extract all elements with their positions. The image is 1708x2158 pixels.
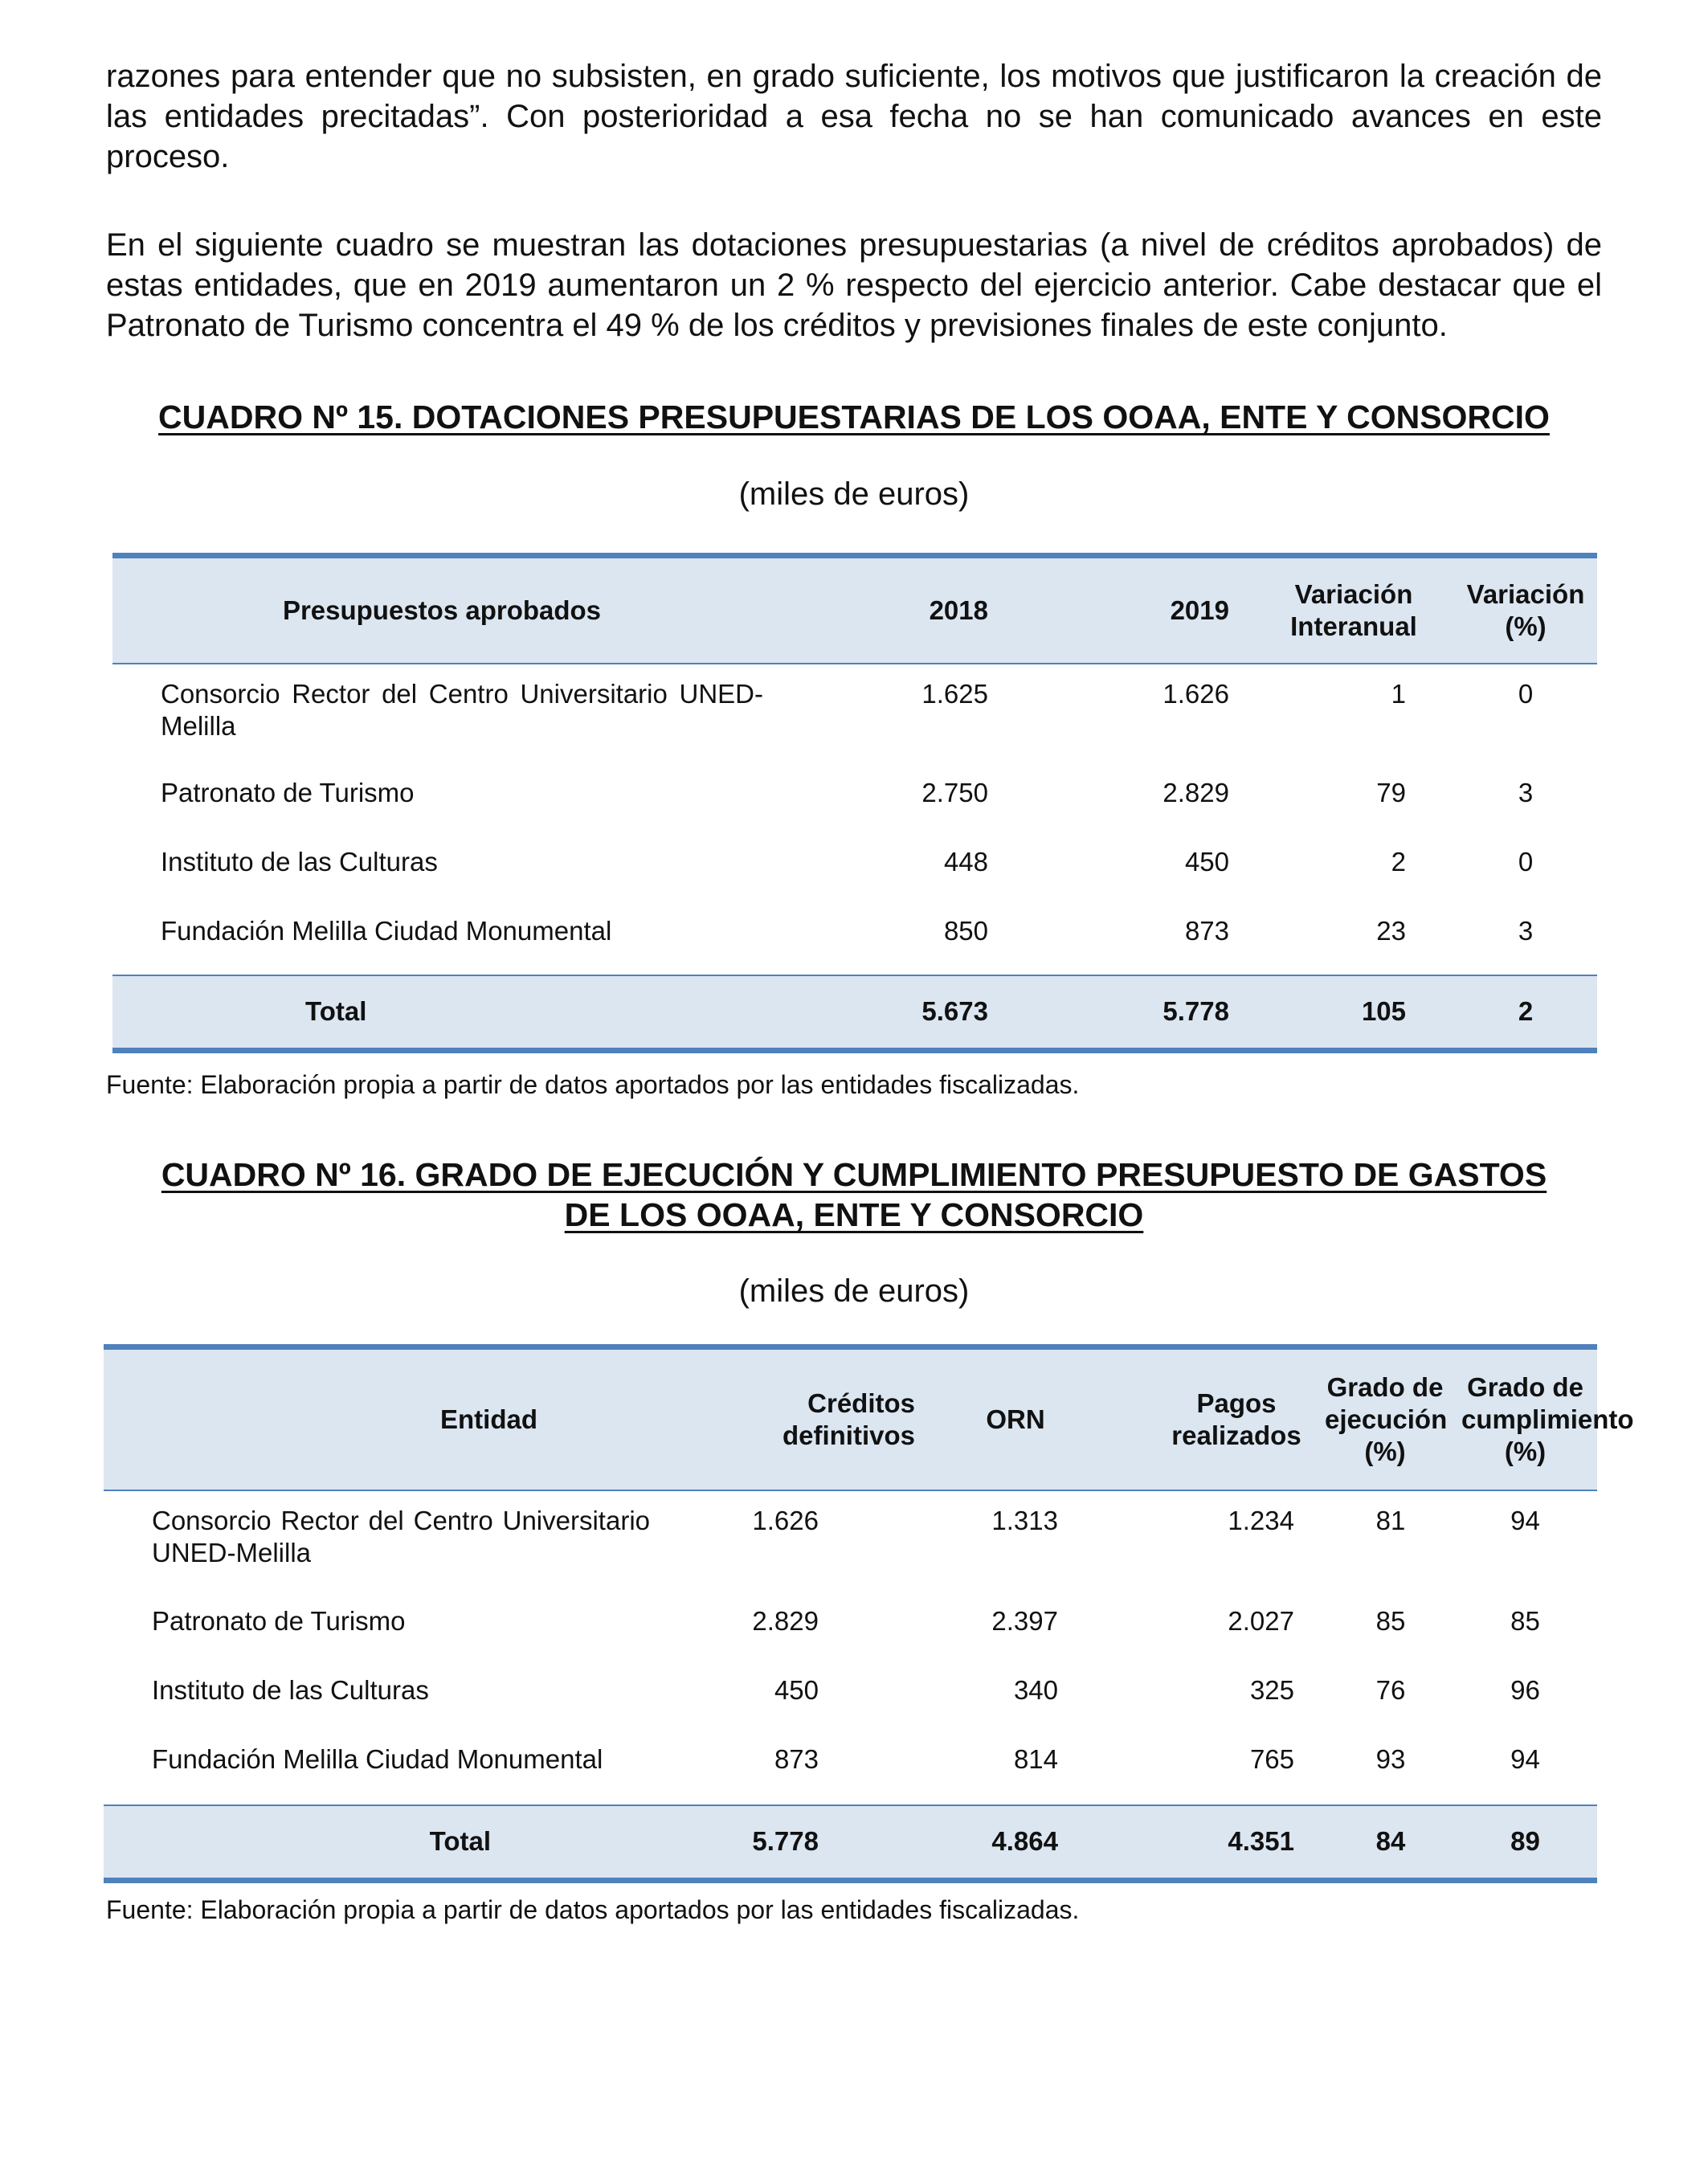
table15-header-entity: Presupuestos aprobados — [112, 556, 771, 664]
table16-cell-orn: 340 — [1013, 1674, 1058, 1705]
table16-cell-payments: 765 — [1249, 1743, 1294, 1774]
table15-cell-2019: 450 — [1184, 846, 1229, 877]
table16-header-row — [104, 1347, 1597, 1490]
table16-cell-payments: 325 — [1249, 1674, 1294, 1705]
table15-cell-2019: 873 — [1184, 915, 1229, 946]
table16-source: Fuente: Elaboración propia a partir de datos aportados por las entidades fiscalizadas. — [106, 1895, 1080, 1924]
table16-cell-credits: 450 — [774, 1674, 819, 1705]
table15-total-label: Total — [112, 975, 771, 1051]
table15-cell-variation: 79 — [1376, 777, 1406, 807]
table16-cell-entity: Instituto de las Culturas — [152, 1674, 429, 1705]
table15-cell-2019: 1.626 — [1163, 678, 1229, 709]
table16-cell-execution: 85 — [1375, 1605, 1406, 1636]
table15-cell-variation: 1 — [1391, 678, 1406, 709]
table15-cell-variation-pct: 0 — [1518, 846, 1534, 877]
table16-cell-credits: 2.829 — [752, 1605, 819, 1636]
table15-cell-entity: Fundación Melilla Ciudad Monumental — [161, 915, 612, 946]
table-row — [104, 1490, 1597, 1593]
table16-cell-orn: 814 — [1013, 1743, 1058, 1774]
table16-title-line1: CUADRO Nº 16. GRADO DE EJECUCIÓN Y CUMPLIMIENTO PRESUPUESTO DE GASTOS — [161, 1156, 1547, 1193]
table16-header-credits: Créditos definitivos — [666, 1347, 915, 1490]
table15-cell-variation-pct: 3 — [1518, 777, 1534, 807]
table16-cell-execution: 76 — [1375, 1674, 1406, 1705]
table15-cell-2018: 448 — [943, 846, 988, 877]
table16-header-execution: Grado de ejecución (%) — [1317, 1347, 1453, 1490]
table16-header-fulfilment: Grado de cumplimiento (%) — [1453, 1347, 1597, 1490]
table16-total-execution: 84 — [1317, 1805, 1453, 1881]
intro-paragraph-1: razones para entender que no subsisten, en grado suficiente, los motivos que justificaron la creación de las entidades precitadas”. Con posterioridad a esa fecha no se han comunicado avances en este proceso. — [106, 59, 1602, 174]
intro-paragraph-2: En el siguiente cuadro se muestran las dotaciones presupuestarias (a nivel de créditos aprobados) de estas entidades, que en 2019 aumentaron un 2 % respecto del ejercicio anterior. Cabe destacar que el Patronato de Turismo concentra el 49 % de los créditos y previsiones finales de este conjunto. — [106, 227, 1602, 343]
table15-cell-variation: 23 — [1376, 915, 1406, 946]
table15-header-row — [112, 556, 1597, 664]
table-row — [112, 765, 1597, 834]
table16-cell-payments: 2.027 — [1228, 1605, 1294, 1636]
table15-header-variation: Variación Interanual — [1253, 556, 1454, 664]
table16-cell-payments: 1.234 — [1228, 1505, 1294, 1535]
table15-source: Fuente: Elaboración propia a partir de datos aportados por las entidades fiscalizadas. — [106, 1070, 1080, 1099]
table16-header-payments: Pagos realizados — [1116, 1347, 1317, 1490]
table15-cell-entity: Instituto de las Culturas — [161, 846, 438, 877]
table15-cell-entity: Consorcio Rector del Centro Universitario UNED-Melilla — [161, 678, 763, 741]
table16-cell-orn: 2.397 — [991, 1605, 1058, 1636]
table16-cell-fulfilment: 85 — [1510, 1605, 1540, 1636]
table16 — [104, 1344, 1634, 1883]
table15-title: CUADRO Nº 15. DOTACIONES PRESUPUESTARIAS DE LOS OOAA, ENTE Y CONSORCIO — [158, 398, 1550, 435]
table16-cell-entity: Patronato de Turismo — [152, 1605, 406, 1636]
table16-cell-entity: Fundación Melilla Ciudad Monumental — [152, 1743, 603, 1774]
table15-cell-2019: 2.829 — [1163, 777, 1229, 807]
table16-cell-entity: Consorcio Rector del Centro Universitario UNED-Melilla — [152, 1505, 650, 1567]
table16-total-orn: 4.864 — [915, 1805, 1116, 1881]
table16-cell-fulfilment: 96 — [1510, 1674, 1540, 1705]
table15-header-2018: 2018 — [771, 556, 1036, 664]
table15-header-2019: 2019 — [1036, 556, 1253, 664]
table15-cell-variation-pct: 0 — [1518, 678, 1534, 709]
table15-cell-2018: 1.625 — [921, 678, 988, 709]
table16-units: (miles de euros) — [738, 1273, 970, 1309]
table-row — [112, 903, 1597, 975]
table-row — [104, 1593, 1597, 1662]
table16-cell-execution: 81 — [1375, 1505, 1406, 1535]
table16-cell-fulfilment: 94 — [1510, 1743, 1540, 1774]
table-row — [112, 834, 1597, 903]
table15-cell-variation-pct: 3 — [1518, 915, 1534, 946]
table16-header-entity: Entidad — [104, 1347, 666, 1490]
table15-units: (miles de euros) — [738, 476, 970, 512]
table15-cell-2018: 2.750 — [921, 777, 988, 807]
table15-cell-variation: 2 — [1391, 846, 1406, 877]
table15-total-variation-pct: 2 — [1454, 975, 1597, 1051]
table16-total-label: Total — [104, 1805, 666, 1881]
table16-cell-credits: 873 — [774, 1743, 819, 1774]
table16-cell-fulfilment: 94 — [1510, 1505, 1540, 1535]
table16-cell-credits: 1.626 — [752, 1505, 819, 1535]
table15 — [112, 553, 1597, 1053]
table16-total-fulfilment: 89 — [1453, 1805, 1597, 1881]
table16-header-orn: ORN — [915, 1347, 1116, 1490]
table15-header-variation-pct: Variación (%) — [1454, 556, 1597, 664]
table15-total-2019: 5.778 — [1036, 975, 1253, 1051]
table15-cell-2018: 850 — [943, 915, 988, 946]
table15-total-2018: 5.673 — [771, 975, 1036, 1051]
table15-cell-entity: Patronato de Turismo — [161, 777, 415, 807]
table16-total-credits: 5.778 — [666, 1805, 915, 1881]
table-row — [104, 1662, 1597, 1731]
table16-total-payments: 4.351 — [1116, 1805, 1317, 1881]
table16-cell-execution: 93 — [1375, 1743, 1406, 1774]
table-row — [104, 1731, 1597, 1805]
table15-total-row — [112, 975, 1597, 1051]
table16-cell-orn: 1.313 — [991, 1505, 1058, 1535]
table16-title-line2: DE LOS OOAA, ENTE Y CONSORCIO — [564, 1196, 1144, 1233]
table-row — [112, 664, 1597, 765]
table15-total-variation: 105 — [1253, 975, 1454, 1051]
table16-total-row — [104, 1805, 1597, 1881]
